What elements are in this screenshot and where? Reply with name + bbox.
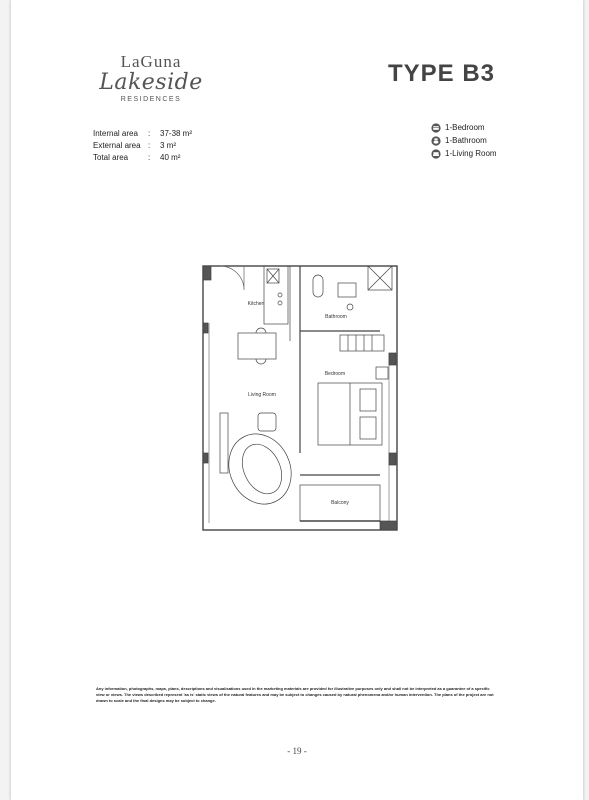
room-legend bbox=[431, 121, 497, 160]
bedroom-label: Bedroom bbox=[324, 371, 346, 377]
legend-label: 1-Bathroom bbox=[445, 136, 487, 145]
area-row bbox=[93, 140, 192, 152]
toilet bbox=[313, 275, 323, 297]
area-row bbox=[93, 152, 192, 164]
area-label: External area bbox=[93, 141, 141, 150]
unit-type-title: TYPE B3 bbox=[387, 60, 495, 87]
left-column bbox=[203, 323, 208, 333]
legend-label: 1-Living Room bbox=[445, 149, 497, 158]
right-column bbox=[389, 353, 396, 365]
logo-subtitle: RESIDENCES bbox=[120, 96, 182, 103]
entry-door bbox=[220, 266, 244, 290]
area-value: 37-38 m² bbox=[160, 129, 193, 138]
area-separator: : bbox=[148, 129, 151, 138]
toilet-icon bbox=[431, 136, 441, 146]
bathroom-label: Bathroom bbox=[325, 314, 347, 320]
wardrobe bbox=[340, 335, 384, 351]
vanity bbox=[338, 283, 356, 297]
kitchen-counter bbox=[264, 266, 288, 324]
logo-script: Lakeside bbox=[99, 70, 203, 95]
armchair bbox=[258, 413, 276, 431]
round-sofa bbox=[218, 424, 303, 515]
area-table bbox=[93, 128, 192, 164]
area-separator: : bbox=[148, 141, 151, 150]
legend-item bbox=[431, 147, 497, 160]
area-label: Internal area bbox=[93, 129, 138, 138]
bottom-right-column bbox=[380, 521, 397, 530]
bedside-table bbox=[376, 367, 388, 379]
top-left-column bbox=[203, 266, 211, 280]
dining-table bbox=[238, 333, 276, 359]
logo-wordmark: LaGuna bbox=[120, 52, 182, 71]
bed-icon bbox=[431, 123, 441, 133]
kitchen-label: Kitchen bbox=[247, 301, 265, 307]
right-column-lower bbox=[389, 453, 396, 465]
floor-plan bbox=[200, 263, 400, 535]
area-label: Total area bbox=[93, 153, 129, 162]
sofa-icon bbox=[431, 149, 441, 159]
legal-disclaimer: Any information, photographs, maps, plans, descriptions and visualisations used in the marketing materials are provided for illustrative purposes only and shall not be interpreted as a guarantee of a specific view or views. The views described represent 'as is' static views of the natural features and may be subject to changes caused by natural phenomena and/or human intervention. The plans of the project are not drawn to scale and the final designs may be subject to change. bbox=[96, 686, 494, 703]
laguna-lakeside-logo bbox=[91, 52, 211, 103]
page-number: - 19 - bbox=[287, 746, 307, 756]
brochure-page bbox=[11, 0, 583, 800]
balcony-label: Balcony bbox=[331, 500, 349, 506]
area-separator: : bbox=[148, 153, 151, 162]
living-room-label: Living Room bbox=[248, 392, 276, 398]
legend-item bbox=[431, 121, 497, 134]
area-value: 3 m² bbox=[160, 141, 176, 150]
legend-item bbox=[431, 134, 497, 147]
legend-label: 1-Bedroom bbox=[445, 123, 485, 132]
left-column-lower bbox=[203, 453, 208, 463]
area-row bbox=[93, 128, 192, 140]
area-value: 40 m² bbox=[160, 153, 181, 162]
tv-unit bbox=[220, 413, 228, 473]
